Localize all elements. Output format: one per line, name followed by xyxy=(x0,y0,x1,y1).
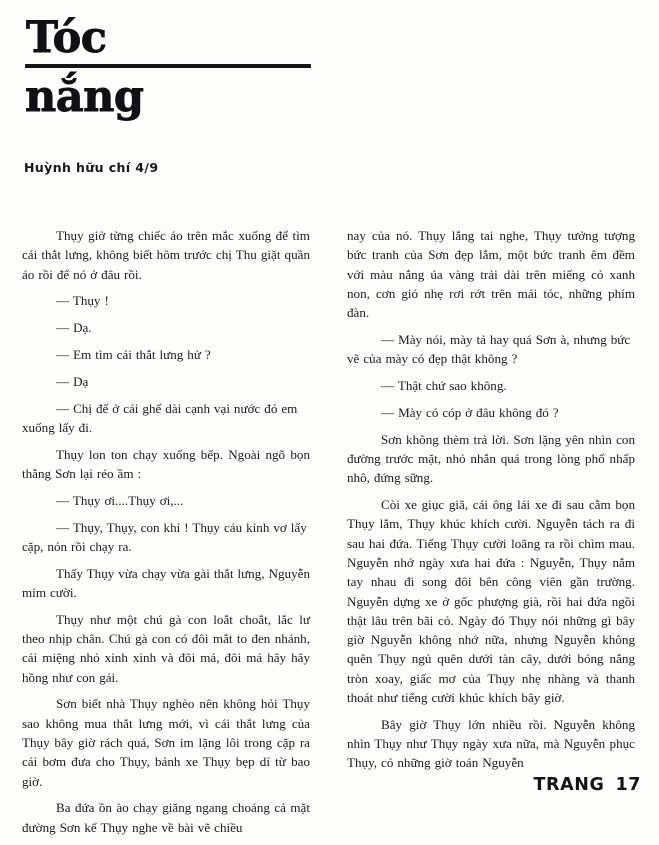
body-paragraph: Sơn biết nhà Thụy nghèo nên không hỏi Thụy sao không mua thắt lưng mới, vì cái thắt lưng của Thụy bây giờ rách quá, Sơn im lặng lôi trong cặp ra cái bơm đưa cho Thụy, bánh xe Thụy bẹp dí từ bao giờ. xyxy=(22,696,310,789)
dialogue-line: — Thật chứ sao không. xyxy=(381,378,507,394)
folio-label: TRANG xyxy=(533,775,605,795)
dialogue-line: — Em tìm cái thắt lưng hử ? xyxy=(56,346,211,362)
body-paragraph: Thụy giở từng chiếc áo trên mắc xuống để tìm cái thắt lưng, không biết hôm trước chị Thu giặt quần áo rồi để nó ở đâu rồi. xyxy=(22,228,310,282)
body-paragraph: Ba đứa ồn ào chạy giăng ngang choáng cả mặt đường Sơn kể Thụy nghe về bài vẽ chiều xyxy=(22,800,310,835)
dialogue-line: — Mày có cóp ở đâu không đó ? xyxy=(381,404,559,420)
folio-page-number: 17 xyxy=(615,775,641,795)
dialogue-line: — Thụy ! xyxy=(56,293,109,309)
body-paragraph: Còi xe giục giã, cái ông lái xe đi sau cằm bọn Thụy lắm, Thụy khúc khích cười. Nguyễn tách ra đi sau hai đứa. Tiếng Thụy cười loãng ra rồi chìm mau. Nguyễn nhớ ngày xưa hai đứa : Nguyễn, Thụy nắm tay nhau đi song đôi bên công viên gần trường. Nguyễn dựng xe ở gốc phượng già, rồi hai đứa ngồi thật lâu trên bãi cỏ. Ngày đó Thụy nói những gì bây giờ Nguyễn không nhớ nữa, nhưng Nguyễn không quên Thụy ngủ quên dưới tàn cây, dưới bóng nắng tròn xoay, giấc mơ của Thụy nhẹ nhàng và thanh thoát như tiếng cười khúc khích bây giờ. xyxy=(347,497,635,706)
article-title-line-1: Tóc xyxy=(26,13,107,63)
body-paragraph: Thụy lon ton chạy xuống bếp. Ngoài ngõ bọn thằng Sơn lại réo ầm : xyxy=(22,446,310,481)
article-title-line-2: nắng xyxy=(25,71,144,122)
text-column-left xyxy=(22,226,310,845)
body-paragraph: Thấy Thụy vừa chạy vừa gài thắt lưng, Nguyễn mỉm cười. xyxy=(22,565,310,600)
article-byline: Huỳnh hữu chí 4/9 xyxy=(24,160,159,175)
body-paragraph: Thụy như một chú gà con loắt choắt, lắc lư theo nhịp chân. Chú gà con có đôi mắt to đen nhánh, cái miệng nhỏ xinh xinh và đôi má, đôi má hây hây hồng như con gái. xyxy=(22,611,310,685)
dialogue-line: — Mày nói, mày tả hay quá Sơn à, nhưng bức vẽ của mày có đẹp thật không ? xyxy=(347,331,631,367)
dialogue-line: — Thụy ơi....Thụy ơi,... xyxy=(56,492,184,508)
dialogue-line: — Thụy, Thụy, con khỉ ! Thụy cáu kỉnh vơ lấy cặp, nón rồi chạy ra. xyxy=(22,519,307,554)
body-paragraph: Sơn không thèm trả lời. Sơn lặng yên nhìn con đường trước mặt, nhỏ nhắn quá trong lòng phố nhấp nhô, đứng sững. xyxy=(347,431,635,486)
dialogue-line: — Dạ. xyxy=(56,320,92,336)
body-paragraph: Bây giờ Thụy lớn nhiều rồi. Nguyễn không nhìn Thụy như Thụy ngày xưa nữa, mà Nguyễn phục Thụy, có những giờ toán Nguyễn xyxy=(347,716,635,771)
title-divider-rule xyxy=(25,64,311,68)
article-masthead xyxy=(24,13,324,122)
text-column-right xyxy=(347,226,635,780)
dialogue-line: — Dạ xyxy=(56,373,89,389)
dialogue-line: — Chị để ở cái ghế dài cạnh vại nước đó em xuống lấy đi. xyxy=(22,400,298,435)
page-folio xyxy=(533,775,641,795)
body-paragraph: nay của nó. Thụy lắng tai nghe, Thụy tưởng tượng bức tranh của Sơn đẹp lắm, một bức tranh êm đềm với màu nắng úa vàng trải dài trên miếng cỏ xanh non, cơn gió nhẹ rơi rớt trên mái tóc, những phím đàn. xyxy=(347,228,635,321)
